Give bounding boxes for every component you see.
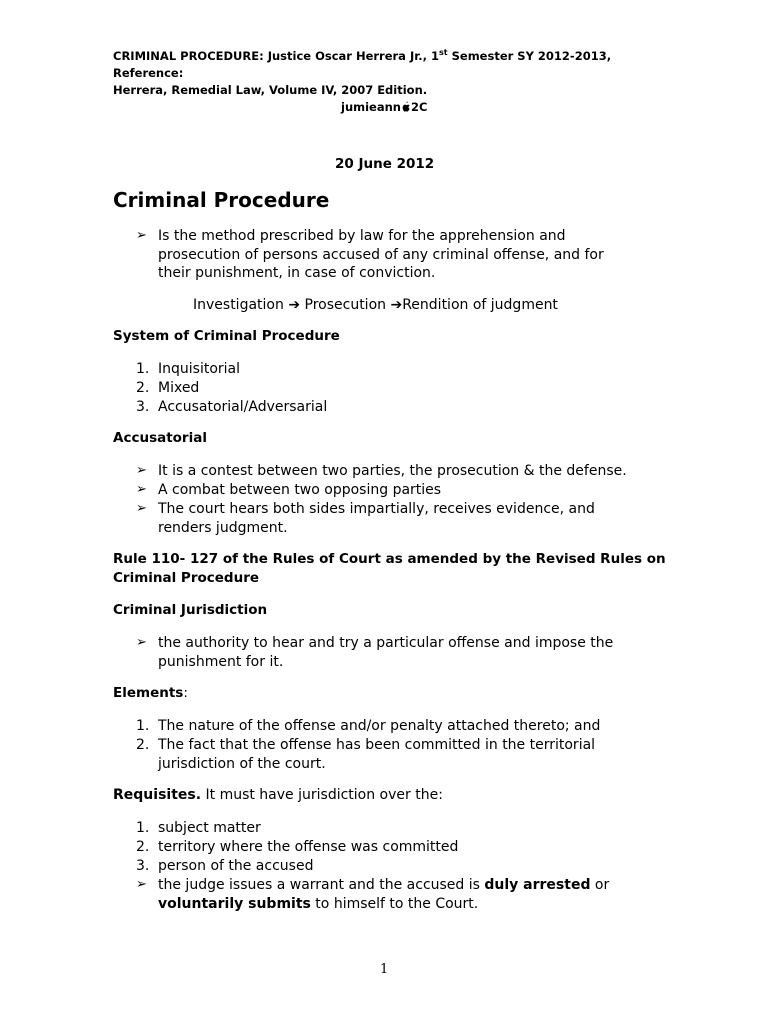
bullet-arrow-icon: ➢ (136, 482, 147, 497)
bullet-arrow-icon: ➢ (136, 877, 147, 892)
bullet-arrow-icon: ➢ (136, 228, 147, 243)
bullet-arrow-icon: ➢ (136, 501, 147, 516)
page-title: Criminal Procedure (113, 188, 330, 212)
rule-heading: Rule 110- 127 of the Rules of Court as amended by the Revised Rules on Criminal Procedure (113, 551, 666, 586)
page-number: 1 (380, 962, 389, 977)
bullet-arrow-icon: ➢ (136, 635, 147, 650)
procedure-flow: Investigation ➔ Prosecution ➔Rendition of judgment (193, 297, 558, 313)
doc-header (113, 44, 673, 116)
apple-logo-icon (401, 100, 411, 111)
arrow-right-icon: ➔ (288, 297, 301, 313)
requisites-heading: Requisites. (113, 787, 202, 803)
header-line-2: Herrera, Remedial Law, Volume IV, 2007 Edition. (113, 82, 428, 97)
lecture-date: 20 June 2012 (335, 156, 435, 172)
header-line-1: CRIMINAL PROCEDURE: Justice Oscar Herrera Jr., 1st Semester SY 2012-2013, Reference: (113, 48, 612, 80)
systems-heading: System of Criminal Procedure (113, 328, 340, 344)
bullet-arrow-icon: ➢ (136, 463, 147, 478)
accusatorial-heading: Accusatorial (113, 430, 207, 446)
jurisdiction-heading: Criminal Jurisdiction (113, 602, 268, 618)
header-superscript: st (439, 48, 448, 57)
elements-heading: Elements: (113, 685, 188, 701)
arrow-right-icon: ➔ (390, 297, 403, 313)
header-line-3: jumieann 2C (341, 99, 428, 114)
requisites-paragraph: Requisites. It must have jurisdiction over the: (113, 787, 443, 803)
